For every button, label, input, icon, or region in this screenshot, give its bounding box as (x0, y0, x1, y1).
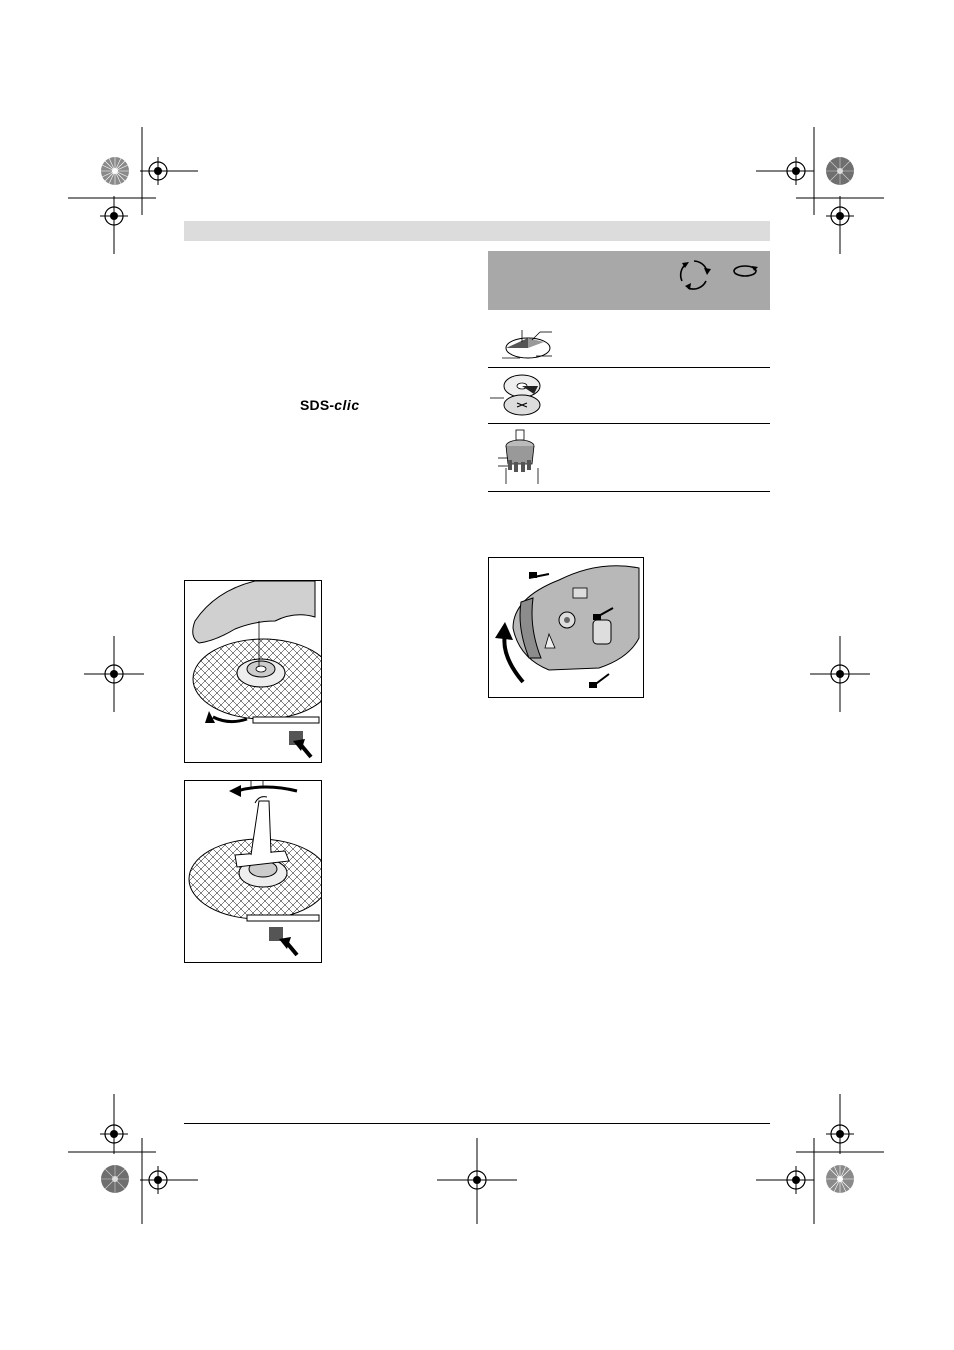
registration-target-icon (84, 636, 144, 712)
registration-target-icon (437, 1138, 517, 1224)
registration-target-icon (796, 196, 886, 256)
color-calibration-wheel-icon (100, 1164, 130, 1194)
header-bar (184, 221, 770, 241)
footer-rule (184, 1123, 770, 1124)
rotation-arrows-icon (676, 257, 712, 293)
color-calibration-wheel-icon (825, 1164, 855, 1194)
registration-target-icon (68, 196, 158, 256)
registration-target-icon (756, 1138, 816, 1224)
table-row-divider (488, 423, 770, 424)
color-calibration-wheel-icon (825, 156, 855, 186)
grinding-disc-icon (500, 326, 556, 360)
accessory-table-header (488, 251, 770, 310)
cutting-disc-icon (490, 372, 552, 418)
disc-mounting-figure-2 (184, 780, 322, 963)
sds-logo-suffix: clic (334, 397, 360, 413)
table-row-divider (488, 367, 770, 368)
circular-arrow-icon (732, 263, 758, 279)
registration-target-icon (140, 1138, 200, 1224)
table-row-divider (488, 491, 770, 492)
registration-target-icon (810, 636, 870, 712)
cup-brush-icon (494, 428, 546, 488)
sds-clic-logo (300, 397, 360, 413)
spanner-illustration (185, 781, 321, 962)
color-calibration-wheel-icon (100, 156, 130, 186)
gear-head-illustration (489, 558, 643, 697)
gloved-hand-illustration (185, 581, 321, 762)
sds-logo-prefix: SDS- (300, 397, 335, 413)
gear-head-figure (488, 557, 644, 698)
disc-mounting-figure-1 (184, 580, 322, 763)
